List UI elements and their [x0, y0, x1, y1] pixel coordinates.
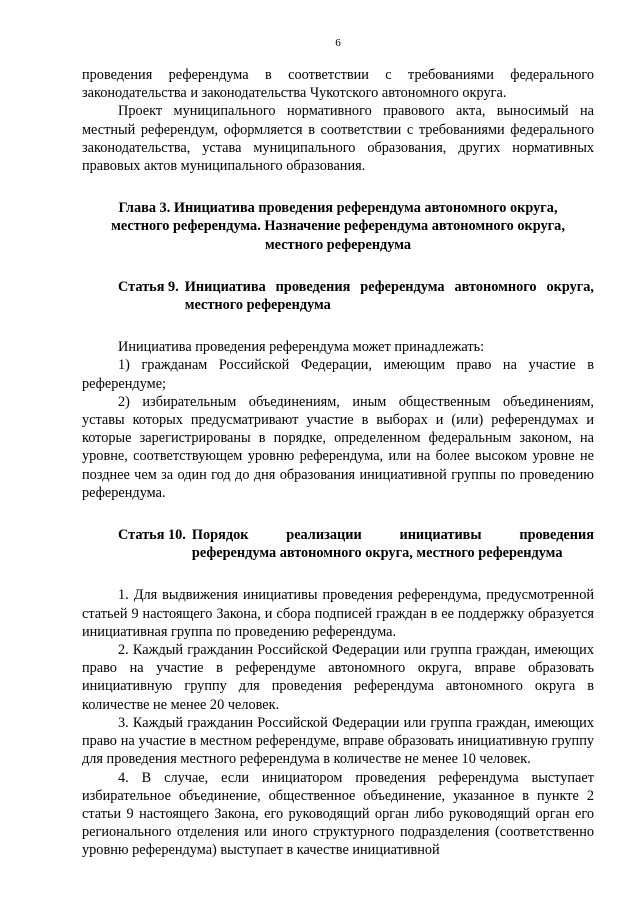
article-10-paragraph-3: 3. Каждый гражданин Российской Федерации или группа граждан, имеющих право на участие в местном референдуме, вправе образовать инициативную группу для проведения местного референдума в количестве не менее 10 человек. — [82, 714, 594, 768]
intro-paragraph-2: Проект муниципального нормативного правового акта, выносимый на местный референдум, оформляется в соответствии с требованиями федерального законодательства, устава муниципального образования, других нормативных правовых актов муниципального образования. — [82, 103, 594, 175]
article-10-title-line-1: Порядок реализации инициативы проведения — [191, 527, 594, 544]
article-10-paragraph-1: 1. Для выдвижения инициативы проведения референдума, предусмотренной статьей 9 настоящего Закона, и сбора подписей граждан в ее поддержку образуется инициативная группа по проведению референдума. — [82, 587, 594, 640]
article-9-paragraph-3: 2) избирательным объединениям, иным общественным объединениям, уставы которых предусматривают участие в выборах и (или) референдумах и которые зарегистрированы в порядке, определенном федеральным законом, на уровне, соответствующем уровню референдума, или на более высоком уровне не позднее чем за один год до дня образования инициативной группы по проведению референдума. — [82, 393, 594, 501]
chapter-heading: Глава 3. Инициатива проведения референдума автономного округа, местного референдума. Назначение референдума автономного округа, местного референдума — [111, 200, 565, 253]
article-9-paragraph-1: Инициатива проведения референдума может принадлежать: — [118, 339, 485, 356]
article-9-number: Статья 9. — [118, 278, 179, 295]
article-9-heading — [82, 278, 594, 314]
article-10-title-line-2: референдума автономного округа, местного референдума — [191, 545, 563, 562]
article-10-number: Статья 10. — [118, 527, 186, 544]
page-number: 6 — [335, 37, 341, 49]
article-10-paragraph-4: 4. В случае, если инициатором проведения референдума выступает избирательное объединение, общественное объединение, указанное в пункте 2 статьи 9 настоящего Закона, его руководящий орган либо руководящий орган его регионального отделения или иного структурного подразделения (соответственно уровню референдума) выступает в качестве инициативной — [82, 769, 594, 859]
article-9-paragraph-2: 1) гражданам Российской Федерации, имеющим право на участие в референдуме; — [82, 357, 594, 392]
article-10-paragraph-2: 2. Каждый гражданин Российской Федерации или группа граждан, имеющих право на участие в референдуме автономного округа, вправе образовать инициативную группу для проведения референдума автономного округа в количестве не менее 20 человек. — [82, 642, 594, 713]
intro-paragraph-1: проведения референдума в соответствии с требованиями федерального законодательства и законодательства Чукотского автономного округа. — [82, 67, 594, 102]
article-9-title: Инициатива проведения референдума автономного округа, местного референдума — [184, 278, 594, 314]
document-page — [82, 36, 594, 860]
article-10-title — [186, 526, 594, 562]
article-10-heading — [82, 526, 594, 562]
